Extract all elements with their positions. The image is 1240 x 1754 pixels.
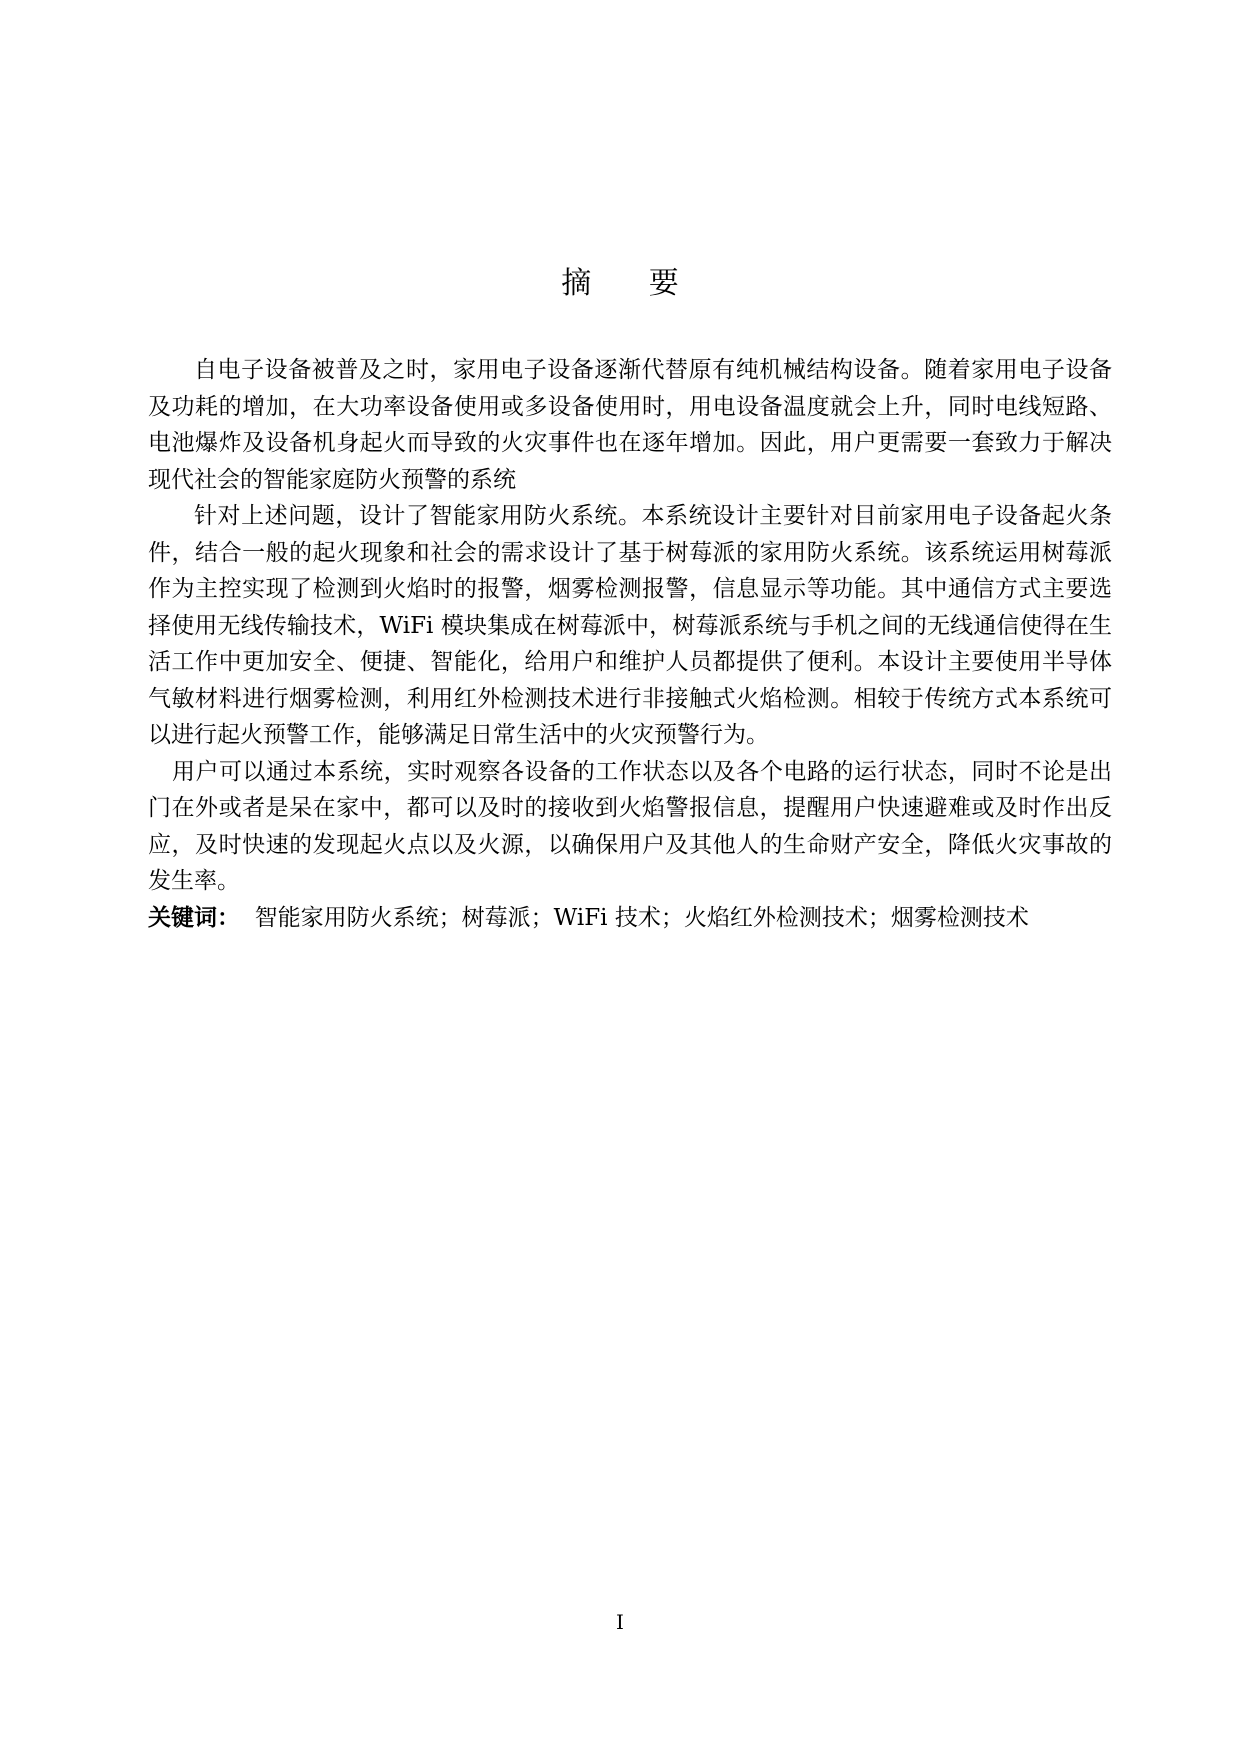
title-char-1: 摘 (561, 266, 592, 301)
keywords-text: 智能家用防火系统；树莓派；WiFi 技术；火焰红外检测技术；烟雾检测技术 (254, 904, 1029, 931)
title-char-2: 要 (648, 266, 679, 301)
abstract-paragraph-2: 针对上述问题，设计了智能家用防火系统。本系统设计主要针对目前家用电子设备起火条件，结合一般的起火现象和社会的需求设计了基于树莓派的家用防火系统。该系统运用树莓派作为主控实现了检测到火焰时的报警，烟雾检测报警，信息显示等功能。其中通信方式主要选择使用无线传输技术，WiFi 模块集成在树莓派中，树莓派系统与手机之间的无线通信使得在生活工作中更加安全、便捷、智能化，给用户和维护人员都提供了便利。本设计主要使用半导体气敏材料进行烟雾检测，利用红外检测技术进行非接触式火焰检测。相较于传统方式本系统可以进行起火预警工作，能够满足日常生活中的火灾预警行为。 (148, 503, 1112, 748)
keywords-label: 关键词： (148, 904, 240, 931)
abstract-body (148, 352, 1112, 936)
page-title (0, 258, 1240, 302)
page-number: I (616, 1610, 624, 1634)
keywords-line (148, 900, 1112, 937)
abstract-paragraph-3: 用户可以通过本系统，实时观察各设备的工作状态以及各个电路的运行状态，同时不论是出门在外或者是呆在家中，都可以及时的接收到火焰警报信息，提醒用户快速避难或及时作出反应，及时快速的发现起火点以及火源，以确保用户及其他人的生命财产安全，降低火灾事故的发生率。 (148, 758, 1112, 894)
abstract-paragraph-1: 自电子设备被普及之时，家用电子设备逐渐代替原有纯机械结构设备。随着家用电子设备及功耗的增加，在大功率设备使用或多设备使用时，用电设备温度就会上升，同时电线短路、电池爆炸及设备机身起火而导致的火灾事件也在逐年增加。因此，用户更需要一套致力于解决现代社会的智能家庭防火预警的系统 (148, 357, 1112, 493)
